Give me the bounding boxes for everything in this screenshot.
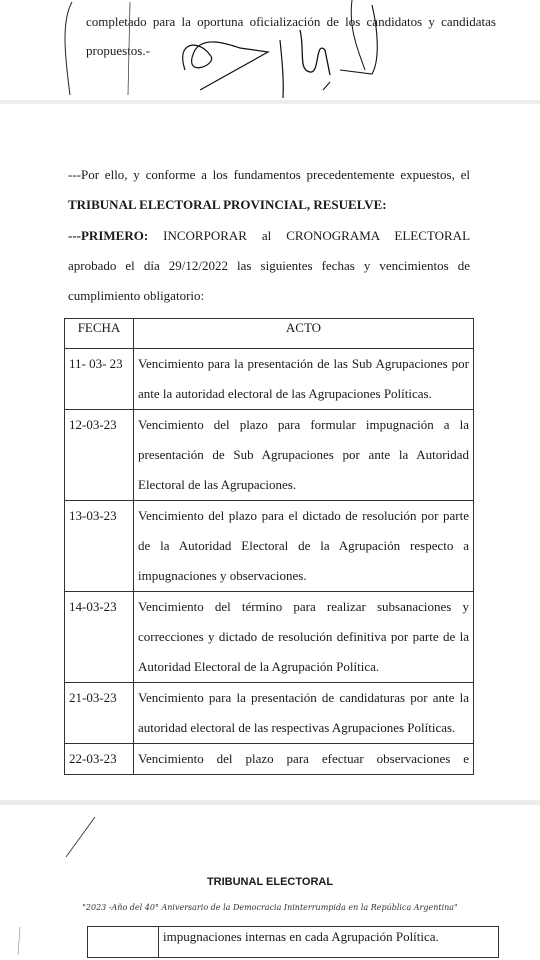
continuation-table (87, 926, 499, 958)
acto-cell (134, 744, 474, 775)
handwritten-signatures (0, 0, 540, 100)
page-separator (0, 100, 540, 104)
fecha-cell: 11- 03- 23 (65, 349, 134, 410)
acto-cell (134, 592, 474, 683)
table-row (65, 501, 474, 592)
primero-text: INCORPORAR al CRONOGRAMA ELECTORAL (163, 228, 471, 243)
acto-line: Vencimiento del plazo para formular impugnación a la (138, 417, 469, 432)
fecha-cell: 12-03-23 (65, 410, 134, 501)
fecha-cell: 13-03-23 (65, 501, 134, 592)
acto-line: Vencimiento del plazo para efectuar observaciones e (138, 751, 469, 766)
acto-line: Vencimiento del término para realizar subsanaciones y (138, 599, 469, 614)
acto-cell (134, 410, 474, 501)
header-fecha: FECHA (65, 319, 134, 349)
para-por-ello: ---Por ello, y conforme a los fundamentos precedentemente expuestos, el (68, 167, 470, 182)
header-acto: ACTO (134, 319, 474, 349)
tribunal-resuelve: TRIBUNAL ELECTORAL PROVINCIAL, RESUELVE: (68, 197, 387, 212)
acto-line: impugnaciones y observaciones. (138, 568, 307, 583)
acto-line: de la Autoridad Electoral de la Agrupación respecto a (138, 538, 469, 553)
acto-cell: impugnaciones internas en cada Agrupación Política. (159, 927, 499, 958)
fecha-cell: 14-03-23 (65, 592, 134, 683)
acto-line: presentación de Sub Agrupaciones por ante la Autoridad (138, 447, 469, 462)
tribunal-header: TRIBUNAL ELECTORAL (206, 876, 334, 888)
motto-line: "2023 -Año del 40° Aniversario de la Democracia Ininterrumpida en la República Argentina" (82, 903, 458, 912)
acto-line: Electoral de las Agrupaciones. (138, 477, 297, 492)
table-row (88, 927, 499, 958)
acto-line: Vencimiento para la presentación de candidaturas por ante la (138, 690, 469, 705)
table-row (65, 349, 474, 410)
fecha-cell (88, 927, 159, 958)
acto-line: autoridad electoral de las respectivas Agrupaciones Políticas. (138, 720, 456, 735)
table-row (65, 683, 474, 744)
acto-line: Autoridad Electoral de la Agrupación Política. (138, 659, 380, 674)
table-header-row (65, 319, 474, 349)
page1-line1: completado para la oportuna oficialización de los candidatos y candidatas (86, 14, 496, 29)
line-cumplimiento: cumplimiento obligatorio: (68, 288, 205, 303)
acto-line: correcciones y dictado de resolución definitiva por parte de la (138, 629, 469, 644)
fecha-cell: 21-03-23 (65, 683, 134, 744)
cronograma-table (64, 318, 474, 775)
table-row (65, 744, 474, 775)
acto-cell (134, 501, 474, 592)
acto-cell (134, 349, 474, 410)
table-row (65, 410, 474, 501)
acto-line: Vencimiento del plazo para el dictado de resolución por parte (138, 508, 469, 523)
page1-line2: propuestos.- (86, 43, 150, 58)
primero-line (68, 228, 470, 244)
table-row (65, 592, 474, 683)
line-aprobado: aprobado el día 29/12/2022 las siguientes fechas y vencimientos de (68, 258, 470, 273)
primero-label: ---PRIMERO: (68, 228, 149, 243)
fecha-cell: 22-03-23 (65, 744, 134, 775)
acto-line: ante la autoridad electoral de las Agrupaciones Políticas. (138, 386, 432, 401)
acto-cell (134, 683, 474, 744)
acto-line: Vencimiento para la presentación de las Sub Agrupaciones por (138, 356, 469, 371)
